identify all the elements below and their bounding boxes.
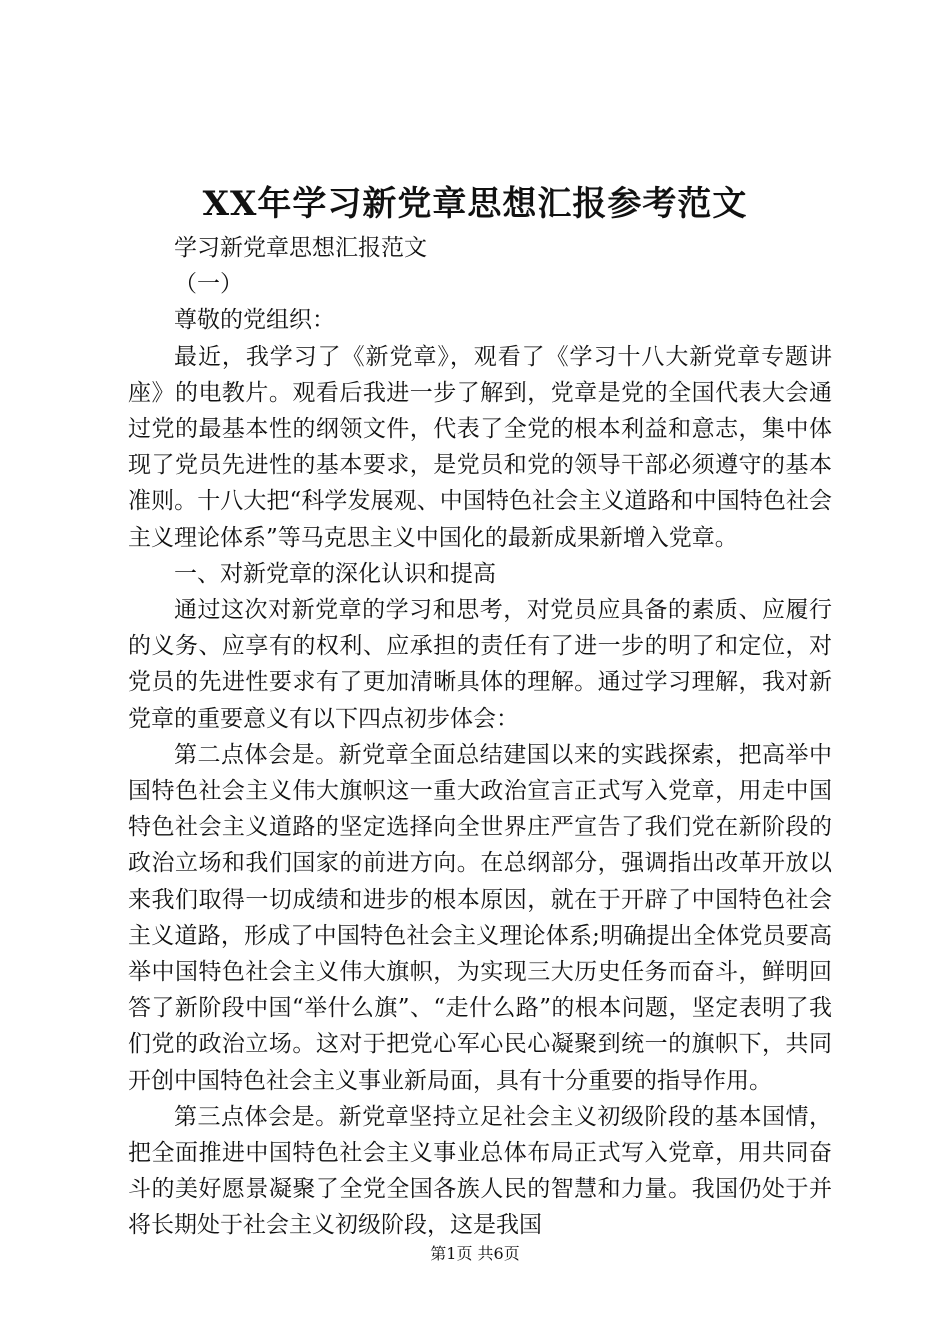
paragraph-salutation: 尊敬的党组织： bbox=[174, 307, 335, 334]
paragraph-section-number: （一） bbox=[174, 271, 243, 298]
document-title: XX年学习新党章思想汇报参考范文 bbox=[202, 184, 748, 224]
paragraph-third-point: 第三点体会是。新党章坚持立足社会主义初级阶段的基本国情，把全面推进中国特色社会主义事业总体布局正式写入党章，用共同奋斗的美好愿景凝聚了全党全国各族人民的智慧和力量。我国仍处于并将长期处于社会主义初级阶段，这是我国 bbox=[128, 1103, 832, 1239]
paragraph-second-point: 第二点体会是。新党章全面总结建国以来的实践探索，把高举中国特色社会主义伟大旗帜这一重大政治宣言正式写入党章，用走中国特色社会主义道路的坚定选择向全世界庄严宣告了我们党在新阶段的政治立场和我们国家的前进方向。在总纲部分，强调指出改革开放以来我们取得一切成绩和进步的根本原因，就在于开辟了中国特色社会主义道路，形成了中国特色社会主义理论体系;明确提出全体党员要高举中国特色社会主义伟大旗帜，为实现三大历史任务而奋斗，鲜明回答了新阶段中国“举什么旗”、“走什么路”的根本问题，坚定表明了我们党的政治立场。这对于把党心军心民心凝聚到统一的旗帜下，共同开创中国特色社会主义事业新局面，具有十分重要的指导作用。 bbox=[128, 741, 832, 1094]
paragraph-heading-one: 一、对新党章的深化认识和提高 bbox=[174, 560, 496, 587]
paragraph-intro: 最近，我学习了《新党章》，观看了《学习十八大新党章专题讲座》的电教片。观看后我进一步了解到，党章是党的全国代表大会通过党的最基本性的纲领文件，代表了全党的根本利益和意志，集中体现了党员先进性的基本要求，是党员和党的领导干部必须遵守的基本准则。十八大把“科学发展观、中国特色社会主义道路和中国特色社会主义理论体系”等马克思主义中国化的最新成果新增入党章。 bbox=[128, 343, 832, 551]
document-body bbox=[128, 230, 832, 1244]
paragraph-study-summary: 通过这次对新党章的学习和思考，对党员应具备的素质、应履行的义务、应享有的权利、应承担的责任有了进一步的明了和定位，对党员的先进性要求有了更加清晰具体的理解。通过学习理解，我对新党章的重要意义有以下四点初步体会： bbox=[128, 597, 832, 732]
page-footer: 第1页 共6页 bbox=[430, 1244, 520, 1263]
paragraph-subtitle: 学习新党章思想汇报范文 bbox=[174, 235, 427, 261]
